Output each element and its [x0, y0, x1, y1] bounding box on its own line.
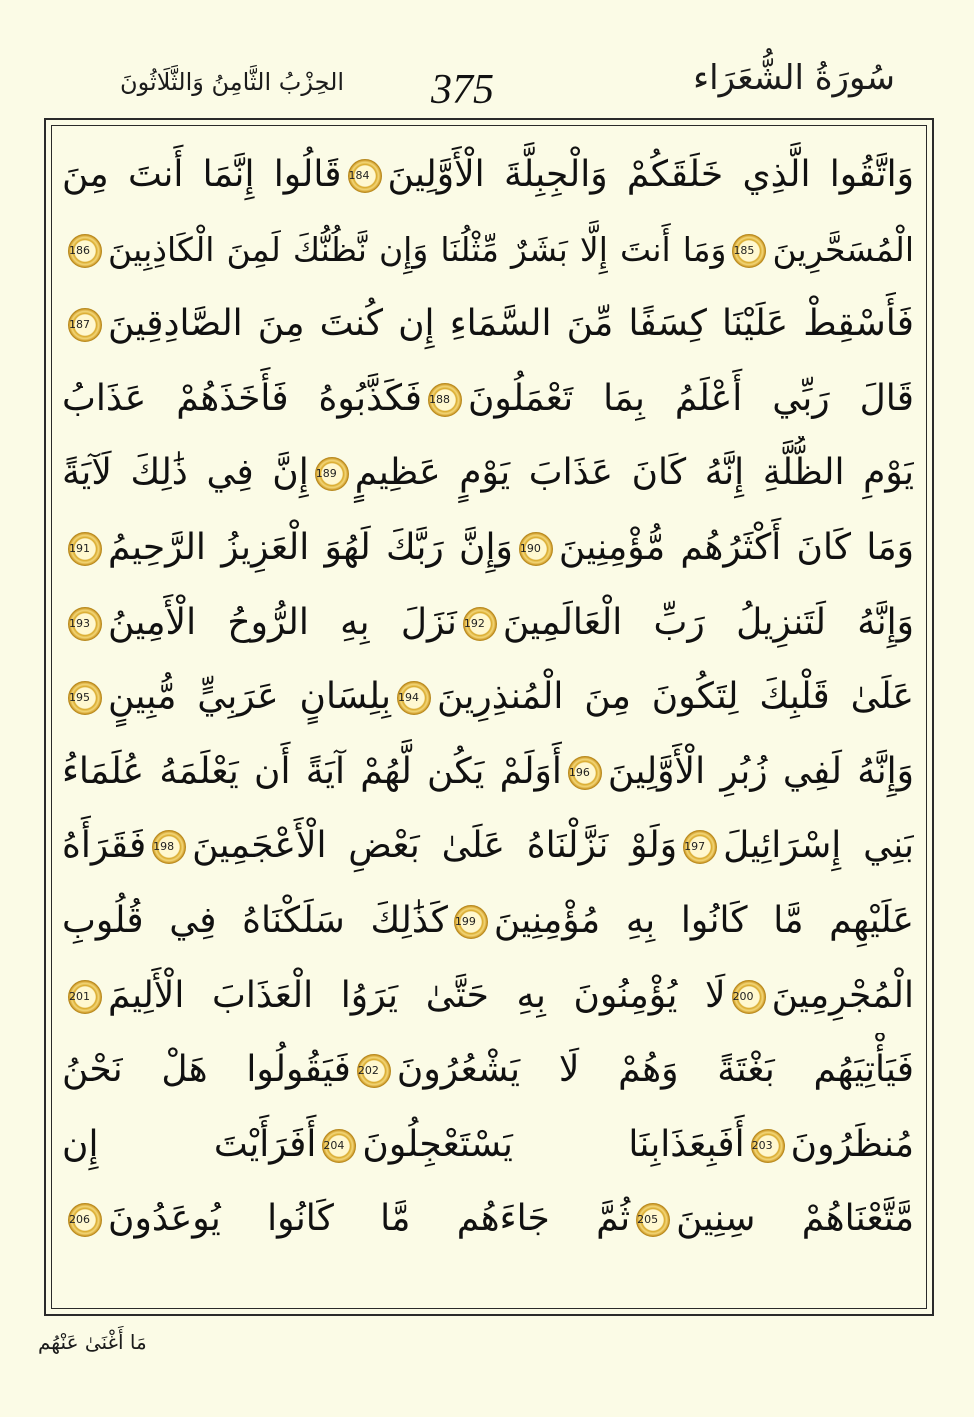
verse-text: أَفَبِعَذَابِنَا يَسْتَعْجِلُونَ	[362, 1123, 745, 1165]
verse-text: أَوَلَمْ يَكُن لَّهُمْ آيَةً أَن يَعْلَمَهُ عُلَمَاءُ	[62, 750, 562, 792]
verse-text: بَنِي إِسْرَائِيلَ	[723, 825, 914, 867]
verse-text: كَذَٰلِكَ سَلَكْنَاهُ فِي قُلُوبِ	[62, 899, 448, 941]
verse-line	[62, 362, 914, 437]
ayah-marker-187: 187	[68, 308, 102, 342]
verse-text: نَزَلَ بِهِ الرُّوحُ الْأَمِينُ	[108, 601, 457, 643]
ayah-marker-197: 197	[683, 830, 717, 864]
verse-line	[62, 213, 914, 288]
ayah-marker-200: 200	[732, 980, 766, 1014]
verse-text: وَمَا كَانَ أَكْثَرُهُم مُّؤْمِنِينَ	[558, 526, 914, 568]
ayah-marker-194: 194	[397, 681, 431, 715]
verse-text: ثُمَّ جَاءَهُم مَّا كَانُوا يُوعَدُونَ	[108, 1198, 631, 1240]
ayah-marker-195: 195	[68, 681, 102, 715]
ayah-marker-202: 202	[357, 1054, 391, 1088]
verse-text: يَوْمِ الظُّلَّةِ إِنَّهُ كَانَ عَذَابَ يَوْمٍ عَظِيمٍ	[354, 452, 914, 494]
ayah-marker-184: 184	[348, 159, 382, 193]
verse-text: وَإِنَّهُ لَفِي زُبُرِ الْأَوَّلِينَ	[607, 750, 914, 792]
ayah-marker-191: 191	[68, 532, 102, 566]
verse-text: لَا يُؤْمِنُونَ بِهِ حَتَّىٰ يَرَوُا الْعَذَابَ الْأَلِيمَ	[108, 974, 726, 1016]
verse-line	[62, 586, 914, 661]
verse-text: إِنَّ فِي ذَٰلِكَ لَآيَةً	[62, 452, 309, 494]
verse-text: الْمُجْرِمِينَ	[771, 974, 914, 1016]
verse-line	[62, 1182, 914, 1257]
ayah-marker-205: 205	[636, 1203, 670, 1237]
verse-line	[62, 511, 914, 586]
verse-text: وَمَا أَنتَ إِلَّا بَشَرٌ مِّثْلُنَا وَإِن نَّظُنُّكَ لَمِنَ الْكَاذِبِينَ	[108, 229, 727, 269]
verse-text: وَلَوْ نَزَّلْنَاهُ عَلَىٰ بَعْضِ الْأَعْجَمِينَ	[192, 825, 678, 867]
verse-line	[62, 138, 914, 213]
verse-text: بِلِسَانٍ عَرَبِيٍّ مُّبِينٍ	[108, 676, 391, 718]
ayah-marker-206: 206	[68, 1203, 102, 1237]
verse-line	[62, 436, 914, 511]
verse-line	[62, 959, 914, 1034]
verse-text: فَيَأْتِيَهُم بَغْتَةً وَهُمْ لَا يَشْعُرُونَ	[396, 1049, 914, 1091]
catchword: مَا أَغْنَىٰ عَنْهُم	[38, 1330, 147, 1354]
verse-text: وَإِنَّهُ لَتَنزِيلُ رَبِّ الْعَالَمِينَ	[502, 601, 914, 643]
verse-text: وَاتَّقُوا الَّذِي خَلَقَكُمْ وَالْجِبِلَّةَ الْأَوَّلِينَ	[387, 154, 914, 195]
verse-text: الْمُسَحَّرِينَ	[772, 229, 914, 269]
ayah-marker-188: 188	[428, 383, 462, 417]
verse-text: فَأَسْقِطْ عَلَيْنَا كِسَفًا مِّنَ السَّمَاءِ إِن كُنتَ مِنَ الصَّادِقِينَ	[108, 303, 914, 345]
ayah-marker-204: 204	[322, 1129, 356, 1163]
verse-lines	[62, 138, 914, 1257]
verse-text: مَّتَّعْنَاهُمْ سِنِينَ	[676, 1198, 914, 1240]
hizb-label: الحِزْبُ الثَّامِنُ وَالثَّلَاثُونَ	[120, 68, 345, 96]
ayah-marker-192: 192	[463, 607, 497, 641]
verse-text: عَلَىٰ قَلْبِكَ لِتَكُونَ مِنَ الْمُنذِرِينَ	[436, 676, 914, 718]
verse-text: أَفَرَأَيْتَ إِن	[62, 1123, 317, 1165]
surah-title: سُورَةُ الشُّعَرَاء	[693, 58, 895, 98]
verse-line	[62, 884, 914, 959]
ayah-marker-198: 198	[152, 830, 186, 864]
verse-text: فَيَقُولُوا هَلْ نَحْنُ	[62, 1049, 351, 1091]
verse-line	[62, 735, 914, 810]
verse-text: فَقَرَأَهُ	[62, 825, 147, 867]
verse-text: عَلَيْهِم مَّا كَانُوا بِهِ مُؤْمِنِينَ	[493, 899, 914, 941]
verse-text: فَكَذَّبُوهُ فَأَخَذَهُمْ عَذَابُ	[62, 377, 422, 419]
verse-text: قَالَ رَبِّي أَعْلَمُ بِمَا تَعْمَلُونَ	[467, 377, 914, 419]
verse-line	[62, 1033, 914, 1108]
ayah-marker-199: 199	[454, 905, 488, 939]
ayah-marker-193: 193	[68, 607, 102, 641]
verse-line	[62, 809, 914, 884]
verse-line	[62, 287, 914, 362]
page-number: 375	[431, 67, 494, 113]
ayah-marker-190: 190	[519, 532, 553, 566]
ayah-marker-185: 185	[732, 234, 766, 268]
verse-line	[62, 1108, 914, 1183]
ayah-marker-203: 203	[751, 1129, 785, 1163]
ayah-marker-196: 196	[568, 756, 602, 790]
ayah-marker-186: 186	[68, 234, 102, 268]
verse-text: قَالُوا إِنَّمَا أَنتَ مِنَ	[62, 154, 342, 195]
verse-text: وَإِنَّ رَبَّكَ لَهُوَ الْعَزِيزُ الرَّحِيمُ	[108, 526, 513, 568]
verse-text: مُنظَرُونَ	[790, 1123, 914, 1165]
page-header	[45, 50, 935, 118]
ayah-marker-201: 201	[68, 980, 102, 1014]
verse-line	[62, 660, 914, 735]
ayah-marker-189: 189	[315, 457, 349, 491]
